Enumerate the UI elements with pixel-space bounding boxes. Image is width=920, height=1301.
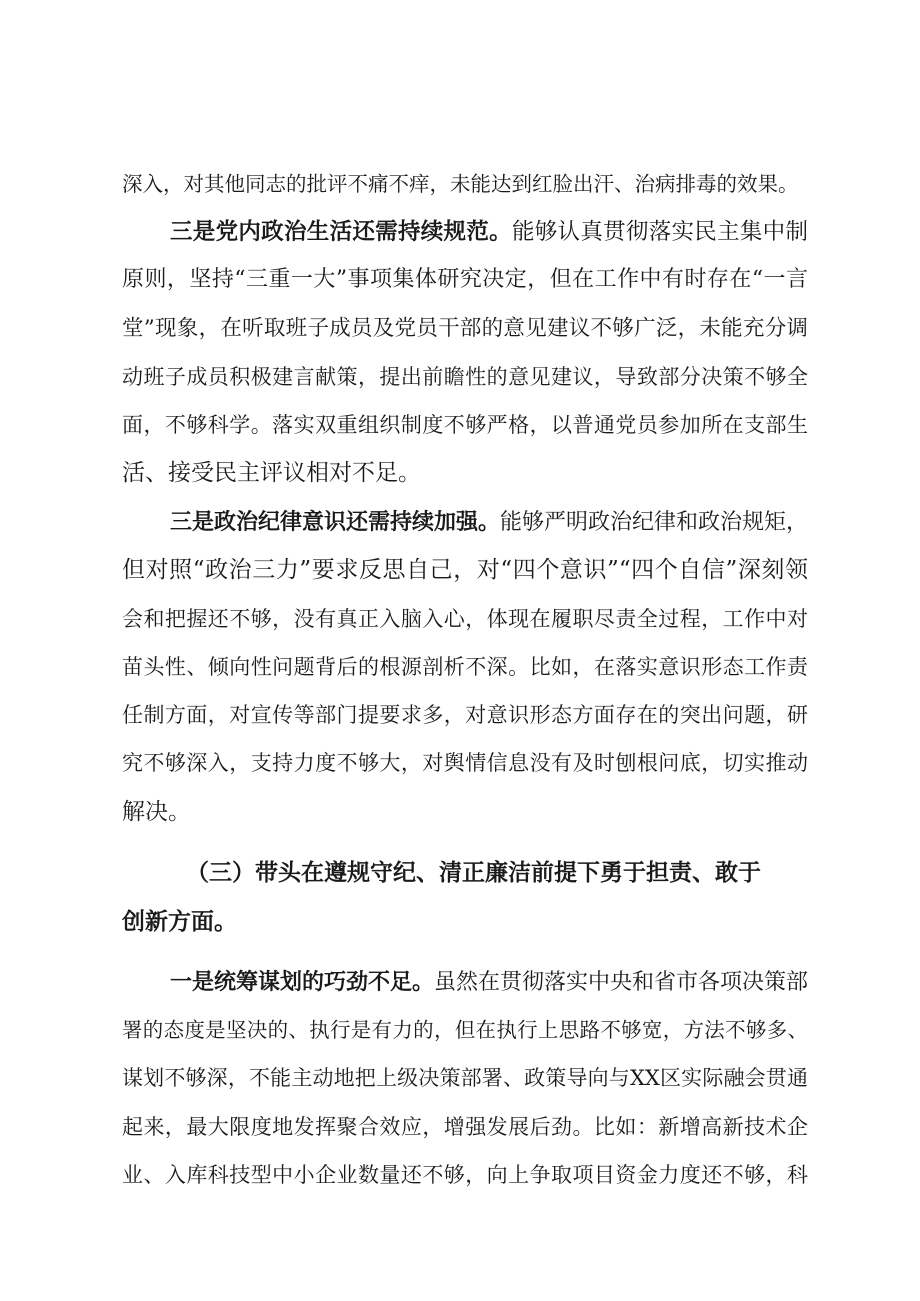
discipline-lead: 三是政治纪律意识还需持续加强。 — [170, 509, 501, 535]
party-life-line-5: 面，不够科学。落实双重组织制度不够严格，以普通党员参加所在支部生 — [122, 413, 808, 437]
discipline-line-2: 但对照“政治三力”要求反思自己，对“四个意识”“四个自信”深刻领 — [122, 557, 808, 583]
party-life-line-4: 动班子成员积极建言献策，提出前瞻性的意见建议，导致部分决策不够全 — [122, 365, 808, 389]
party-life-lead: 三是党内政治生活还需持续规范。 — [170, 219, 512, 245]
planning-lead: 一是统筹谋划的巧劲不足。 — [170, 969, 435, 995]
discipline-line-1-rest: 能够严明政治纪律和政治规矩， — [500, 510, 808, 535]
party-life-line-1 — [170, 216, 808, 248]
party-life-line-1-rest: 能够认真贯彻落实民主集中制 — [511, 219, 808, 245]
discipline-line-5: 任制方面，对宣传等部门提要求多，对意识形态方面存在的突出问题，研 — [122, 703, 808, 727]
planning-line-1 — [170, 966, 808, 999]
party-life-line-3: 堂”现象，在听取班子成员及党员干部的意见建议不够广泛，未能充分调 — [122, 316, 808, 341]
discipline-line-6: 究不够深入，支持力度不够大，对舆情信息没有及时刨根问底，切实推动 — [122, 751, 808, 775]
discipline-line-1 — [170, 506, 808, 539]
planning-line-3: 谋划不够深，不能主动地把上级决策部署、政策导向与XX区实际融会贯通 — [122, 1066, 808, 1090]
planning-line-1-rest: 虽然在贯彻落实中央和省市各项决策部 — [434, 970, 808, 995]
discipline-line-4: 苗头性、倾向性问题背后的根源剖析不深。比如，在落实意识形态工作责 — [122, 655, 808, 679]
section-heading-line-2: 创新方面。 — [122, 908, 237, 935]
continuation-line-1: 深入，对其他同志的批评不痛不痒，未能达到红脸出汗、治病排毒的效果。 — [122, 172, 799, 196]
party-life-line-2: 原则，坚持“三重一大”事项集体研究决定，但在工作中有时存在“一言 — [122, 267, 808, 292]
discipline-line-3: 会和把握还不够，没有真正入脑入心，体现在履职尽责全过程，工作中对 — [122, 607, 808, 631]
discipline-line-7: 解决。 — [122, 799, 191, 825]
party-life-line-6: 活、接受民主评议相对不足。 — [122, 460, 421, 486]
planning-line-4: 起来，最大限度地发挥聚合效应，增强发展后劲。比如：新增高新技术企 — [122, 1115, 808, 1139]
planning-line-2: 署的态度是坚决的、执行是有力的，但在执行上思路不够宽，方法不够多、 — [122, 1018, 808, 1042]
planning-line-5: 业、入库科技型中小企业数量还不够，向上争取项目资金力度还不够，科 — [122, 1163, 808, 1187]
section-heading-line-1: （三）带头在遵规守纪、清正廉洁前提下勇于担责、敢于 — [186, 859, 761, 886]
